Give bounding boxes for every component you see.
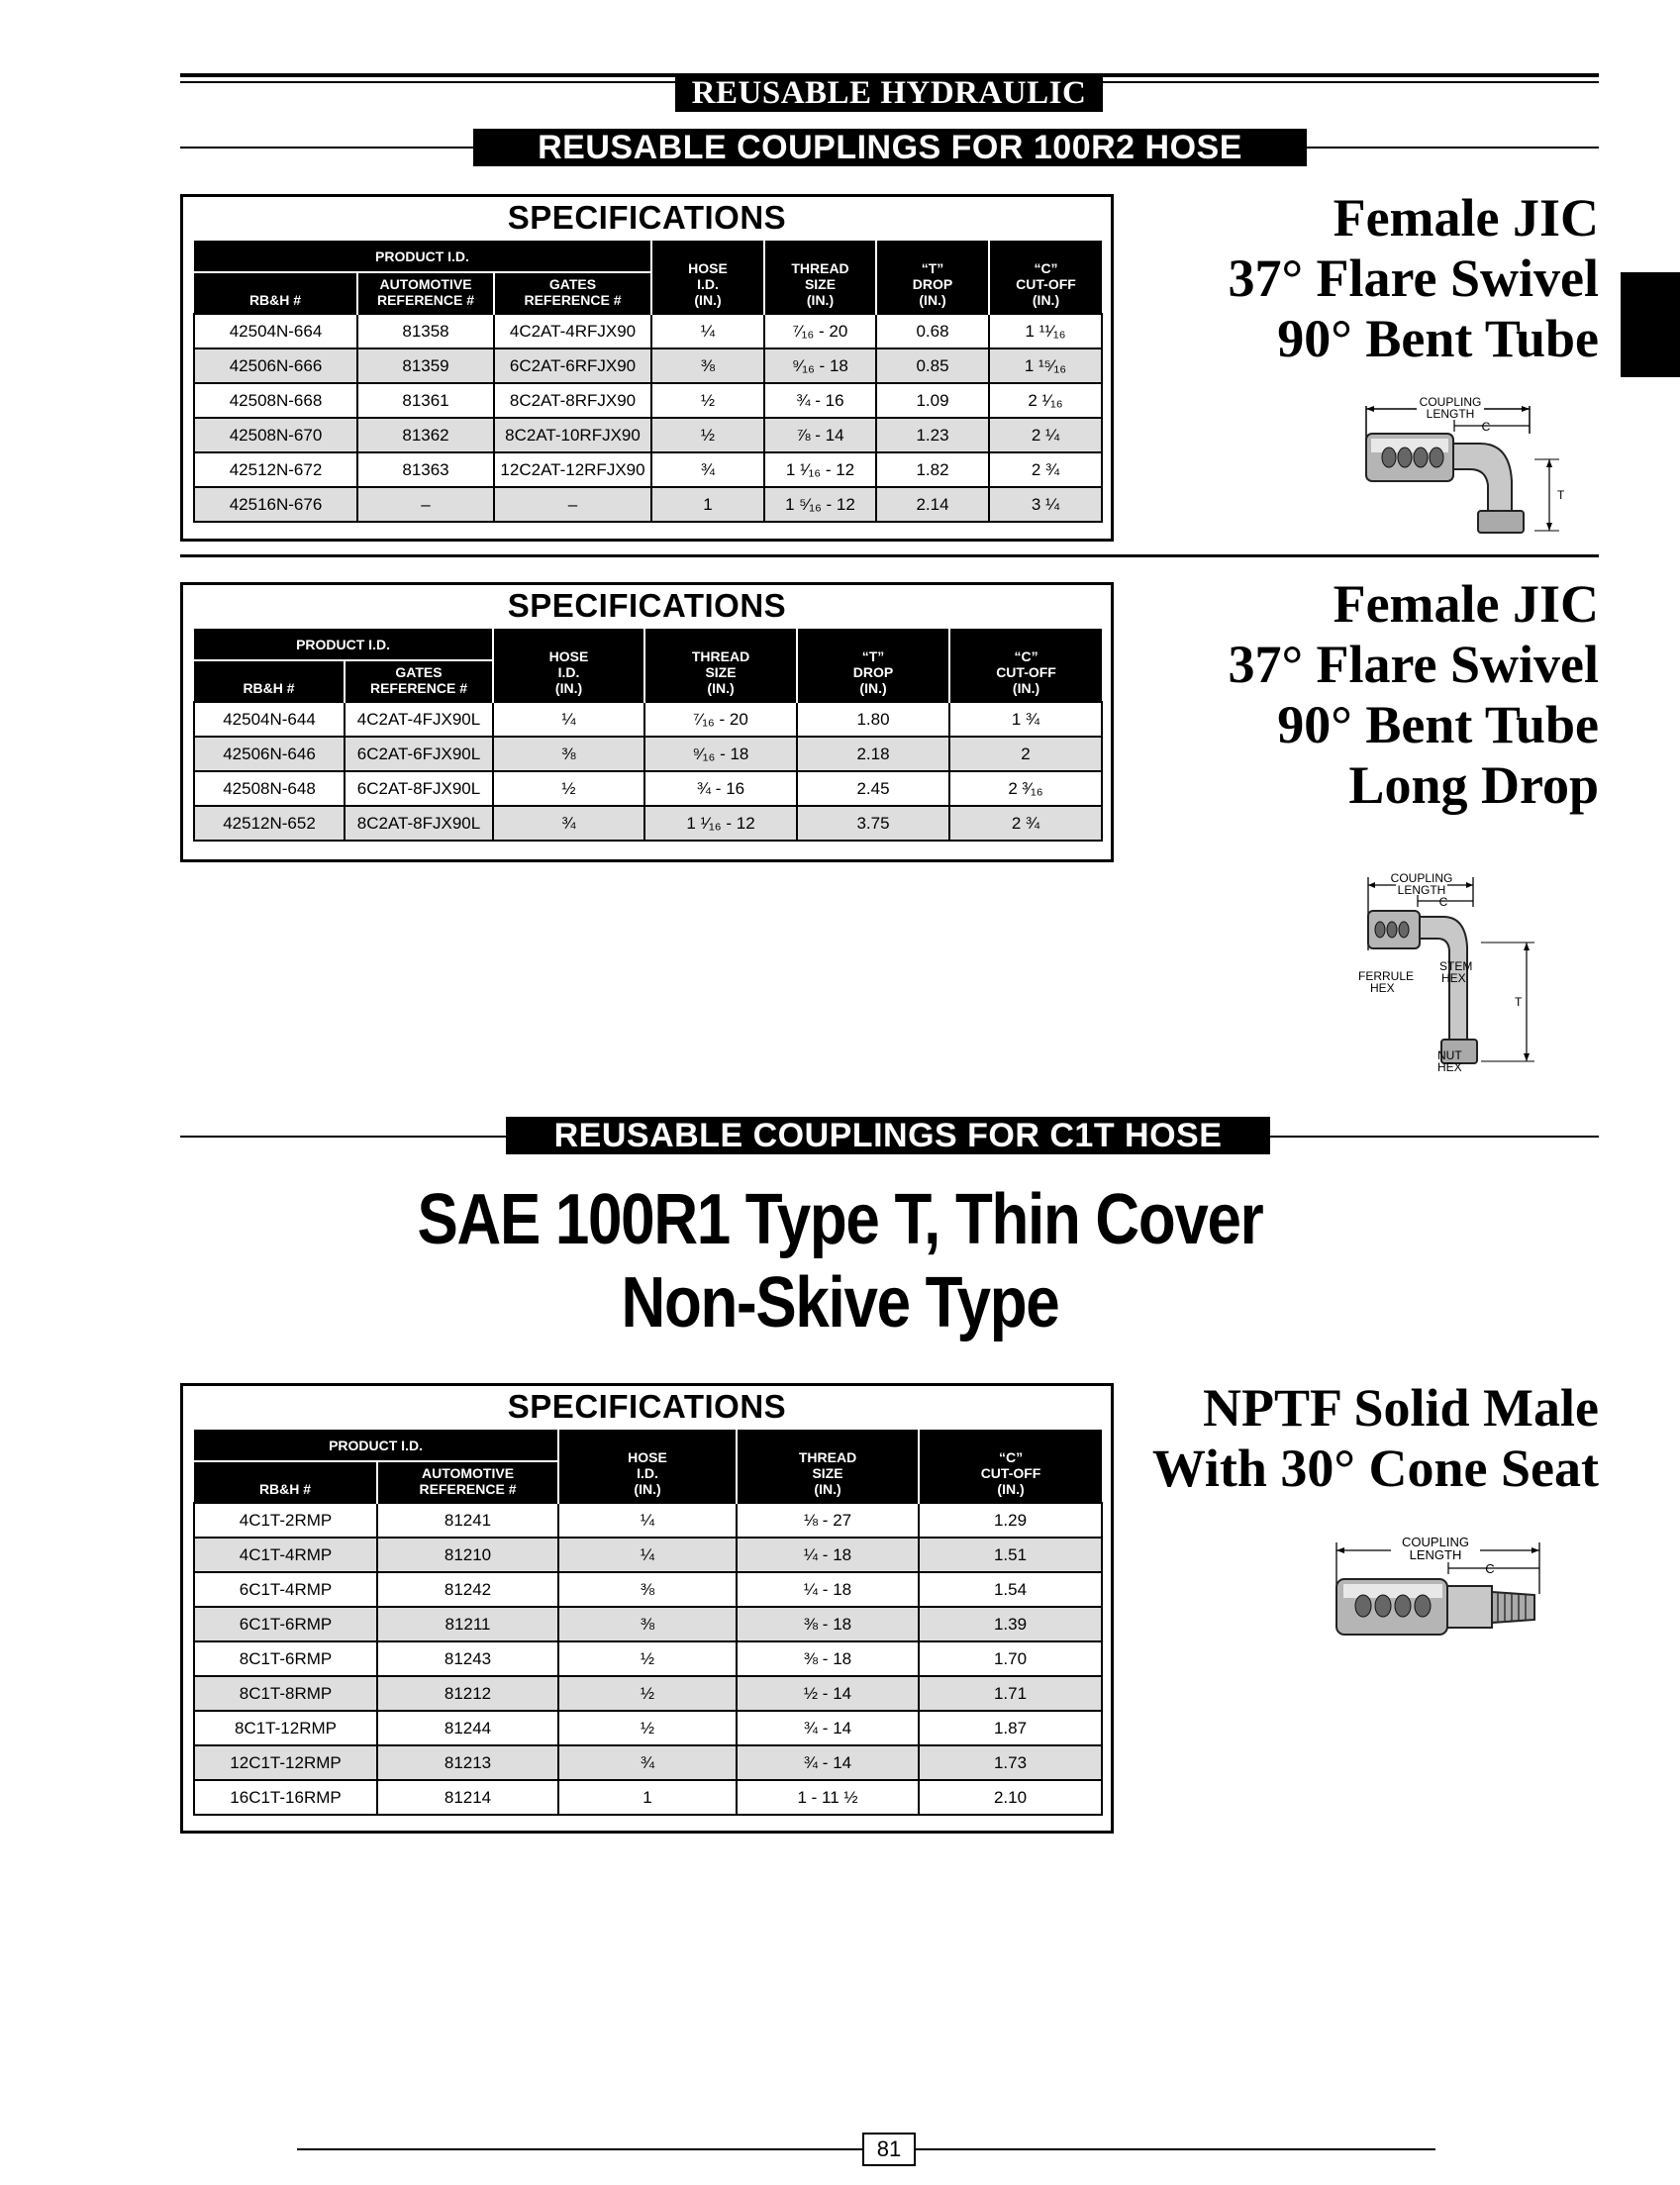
table-cell: 81214 [377,1780,558,1815]
spec-grid-2 [193,629,1103,842]
table-cell: 1.54 [919,1572,1102,1607]
table-cell: 3 ¼ [989,487,1102,522]
table-row [194,487,1102,522]
spec-table-2 [180,582,1114,862]
diagram1-c-label: C [1481,420,1491,434]
table-cell: 6C2AT-8FJX90L [345,771,493,806]
table-cell: 1.87 [919,1711,1102,1745]
table-cell: ½ [493,771,644,806]
heading-female-jic-long-drop: Female JIC 37° Flare Swivel 90° Bent Tube Long Drop [1228,574,1599,815]
table-cell: ⅜ - 18 [737,1641,919,1676]
table-cell: 42506N-666 [194,348,357,383]
table-cell: ¾ [493,806,644,841]
table-cell: ½ [558,1641,737,1676]
table-cell: 4C1T-4RMP [194,1538,377,1572]
table-row [194,702,1102,737]
page-number: 81 [862,2133,916,2166]
table-cell: 42516N-676 [194,487,357,522]
table-cell: ⅞ - 14 [764,418,876,452]
table-cell: 12C1T-12RMP [194,1745,377,1780]
table-cell: 8C2AT-8RFJX90 [494,383,651,418]
table-cell: ⅜ - 18 [737,1607,919,1641]
diagram1-t-label: T [1557,488,1565,502]
table-cell: 81244 [377,1711,558,1745]
table-cell: 2 ³⁄₁₆ [949,771,1102,806]
table-cell: 81241 [377,1503,558,1538]
table-row [194,1607,1102,1641]
table-cell: 81212 [377,1676,558,1711]
header-hose: HOSE I.D. (IN.) [493,629,644,702]
table-cell: 42504N-664 [194,314,357,348]
table-cell: 1 ¹⁵⁄₁₆ [989,348,1102,383]
table-cell: ½ [651,383,764,418]
table-cell: 4C1T-2RMP [194,1503,377,1538]
header-product-id: PRODUCT I.D. [194,629,493,660]
table-cell: 42508N-648 [194,771,345,806]
spec-title-3: SPECIFICATIONS [507,1388,787,1425]
table-cell: ⁷⁄₁₆ - 20 [764,314,876,348]
table-cell: 2.10 [919,1780,1102,1815]
table-row [194,418,1102,452]
table-cell: 6C2AT-6RFJX90 [494,348,651,383]
table-row [194,452,1102,487]
table-cell: 42508N-668 [194,383,357,418]
table-cell: ⁹⁄₁₆ - 18 [764,348,876,383]
header-product-id: PRODUCT I.D. [194,241,651,272]
diagram2-stem-label: STEM [1439,959,1473,973]
table-cell: 8C1T-6RMP [194,1641,377,1676]
table-cell: 1 - 11 ½ [737,1780,919,1815]
table-cell: ½ - 14 [737,1676,919,1711]
table-cell: ¾ - 14 [737,1745,919,1780]
table-cell: ¾ - 14 [737,1711,919,1745]
header-thread: THREAD SIZE (IN.) [644,629,797,702]
table-cell: 6C1T-4RMP [194,1572,377,1607]
diagram3-length-label: LENGTH [1409,1547,1462,1562]
table-cell: ¼ [558,1503,737,1538]
diagram2-ferrule-label: FERRULE [1358,969,1415,983]
header-gates: GATES REFERENCE # [494,272,651,314]
table-cell: 81359 [357,348,494,383]
table-cell: 1 ⁵⁄₁₆ - 12 [764,487,876,522]
tab-marker [1621,272,1680,377]
table-cell: ¼ - 18 [737,1572,919,1607]
table-row [194,1780,1102,1815]
spec-title-2: SPECIFICATIONS [507,587,787,624]
spec-title-1: SPECIFICATIONS [507,199,787,236]
table-cell: 42506N-646 [194,737,345,771]
section-divider-1 [180,554,1599,557]
table-cell: 2 ¾ [949,806,1102,841]
table-cell: 6C1T-6RMP [194,1607,377,1641]
table-cell: 42508N-670 [194,418,357,452]
table-cell: ½ [558,1711,737,1745]
table-cell: 81362 [357,418,494,452]
table-row [194,1538,1102,1572]
table-cell: ⅛ - 27 [737,1503,919,1538]
diagram-coupling-90 [1361,394,1609,543]
header-automotive: AUTOMOTIVE REFERENCE # [377,1461,558,1503]
table-cell: 2 ¾ [989,452,1102,487]
table-cell: 1.39 [919,1607,1102,1641]
diagram2-ferrule-hex-label: HEX [1370,981,1395,995]
table-cell: ¼ [558,1538,737,1572]
table-cell: 1.82 [876,452,989,487]
table-cell: 2.18 [797,737,949,771]
header-rbh: RB&H # [194,660,345,702]
table-cell: ⅜ [493,737,644,771]
table-cell: 42512N-652 [194,806,345,841]
header-hose: HOSE I.D. (IN.) [558,1430,737,1503]
table-cell: 8C1T-8RMP [194,1676,377,1711]
table-cell: ¾ - 16 [764,383,876,418]
diagram2-t-label: T [1515,995,1523,1009]
table-cell: 81242 [377,1572,558,1607]
table-row [194,1641,1102,1676]
spec-table-1 [180,194,1114,542]
table-row [194,314,1102,348]
table-cell: 81211 [377,1607,558,1641]
table-cell: ¾ - 16 [644,771,797,806]
section2-banner: REUSABLE COUPLINGS FOR C1T HOSE [506,1117,1270,1154]
table-cell: 8C2AT-10RFJX90 [494,418,651,452]
spec-grid-1 [193,241,1103,523]
table-cell: 3.75 [797,806,949,841]
table-cell: 8C2AT-8FJX90L [345,806,493,841]
table-cell: 1 [558,1780,737,1815]
table-cell: 1 ¹⁄₁₆ - 12 [764,452,876,487]
banner-reusable-hydraulic: REUSABLE HYDRAULIC [675,74,1103,112]
table-cell: 1.29 [919,1503,1102,1538]
spec-table-3 [180,1383,1114,1834]
table-cell: 81361 [357,383,494,418]
heading-nptf-solid-male: NPTF Solid Male With 30° Cone Seat [1151,1378,1599,1498]
section1-banner: REUSABLE COUPLINGS FOR 100R2 HOSE [473,129,1307,166]
diagram-coupling-nptf [1332,1535,1554,1663]
diagram3-c-label: C [1485,1561,1495,1576]
header-c-cutoff: “C” CUT-OFF (IN.) [949,629,1102,702]
header-c-cutoff: “C” CUT-OFF (IN.) [919,1430,1102,1503]
table-cell: 1 ¾ [949,702,1102,737]
table-cell: ¾ [558,1745,737,1780]
table-cell: 0.68 [876,314,989,348]
diagram2-coupling-label: COUPLING [1390,871,1453,885]
table-cell: ¾ [651,452,764,487]
table-row [194,1572,1102,1607]
table-cell: 1.23 [876,418,989,452]
table-cell: ⅜ [651,348,764,383]
table-cell: 1 [651,487,764,522]
heading-female-jic-90: Female JIC 37° Flare Swivel 90° Bent Tube [1228,188,1599,368]
header-t-drop: “T” DROP (IN.) [876,241,989,314]
header-hose: HOSE I.D. (IN.) [651,241,764,314]
table-row [194,348,1102,383]
table-cell: 4C2AT-4FJX90L [345,702,493,737]
spec-grid-3 [193,1430,1103,1816]
diagram2-nut-label: NUT [1437,1048,1462,1062]
header-gates: GATES REFERENCE # [345,660,493,702]
diagram1-length-label: LENGTH [1426,407,1475,421]
header-automotive: AUTOMOTIVE REFERENCE # [357,272,494,314]
table-cell: 42512N-672 [194,452,357,487]
table-cell: – [357,487,494,522]
table-cell: 1 ¹⁄₁₆ - 12 [644,806,797,841]
table-cell: ½ [651,418,764,452]
table-cell: ¼ [493,702,644,737]
table-cell: 16C1T-16RMP [194,1780,377,1815]
table-cell: ⅜ [558,1572,737,1607]
header-t-drop: “T” DROP (IN.) [797,629,949,702]
diagram2-c-label: C [1438,895,1448,909]
table-cell: 1.71 [919,1676,1102,1711]
table-cell: 81358 [357,314,494,348]
table-cell: 81213 [377,1745,558,1780]
table-cell: 2.45 [797,771,949,806]
table-cell: 1.09 [876,383,989,418]
table-row [194,1711,1102,1745]
header-thread: THREAD SIZE (IN.) [737,1430,919,1503]
header-product-id: PRODUCT I.D. [194,1430,558,1461]
header-rbh: RB&H # [194,1461,377,1503]
header-thread: THREAD SIZE (IN.) [764,241,876,314]
header-c-cutoff: “C” CUT-OFF (IN.) [989,241,1102,314]
table-row [194,383,1102,418]
table-cell: 2 ¹⁄₁₆ [989,383,1102,418]
table-row [194,1745,1102,1780]
table-cell: – [494,487,651,522]
table-cell: 6C2AT-6FJX90L [345,737,493,771]
table-cell: 2 [949,737,1102,771]
table-cell: ⅜ [558,1607,737,1641]
diagram3-coupling-label: COUPLING [1402,1535,1469,1549]
table-cell: 81243 [377,1641,558,1676]
diagram2-stem-hex-label: HEX [1441,971,1466,985]
table-cell: 1.70 [919,1641,1102,1676]
main-title: SAE 100R1 Type T, Thin Cover Non-Skive Type [417,1180,1263,1342]
table-cell: 1.51 [919,1538,1102,1572]
diagram1-coupling-label: COUPLING [1419,395,1482,409]
table-row [194,1676,1102,1711]
table-cell: ¼ [651,314,764,348]
table-cell: 2.14 [876,487,989,522]
diagram2-nut-hex-label: HEX [1437,1060,1462,1074]
table-cell: 0.85 [876,348,989,383]
table-cell: 81363 [357,452,494,487]
diagram-coupling-long-drop [1356,871,1539,1079]
diagram2-length-label: LENGTH [1397,883,1446,897]
table-cell: 81210 [377,1538,558,1572]
table-row [194,771,1102,806]
table-row [194,806,1102,841]
table-row [194,737,1102,771]
table-cell: 42504N-644 [194,702,345,737]
table-cell: 8C1T-12RMP [194,1711,377,1745]
table-cell: ¼ - 18 [737,1538,919,1572]
table-cell: 4C2AT-4RFJX90 [494,314,651,348]
table-row [194,1503,1102,1538]
table-cell: ⁹⁄₁₆ - 18 [644,737,797,771]
table-cell: ½ [558,1676,737,1711]
table-cell: 1 ¹¹⁄₁₆ [989,314,1102,348]
table-cell: 1.73 [919,1745,1102,1780]
table-cell: 1.80 [797,702,949,737]
table-cell: ⁷⁄₁₆ - 20 [644,702,797,737]
table-cell: 2 ¼ [989,418,1102,452]
table-cell: 12C2AT-12RFJX90 [494,452,651,487]
header-rbh: RB&H # [194,272,357,314]
